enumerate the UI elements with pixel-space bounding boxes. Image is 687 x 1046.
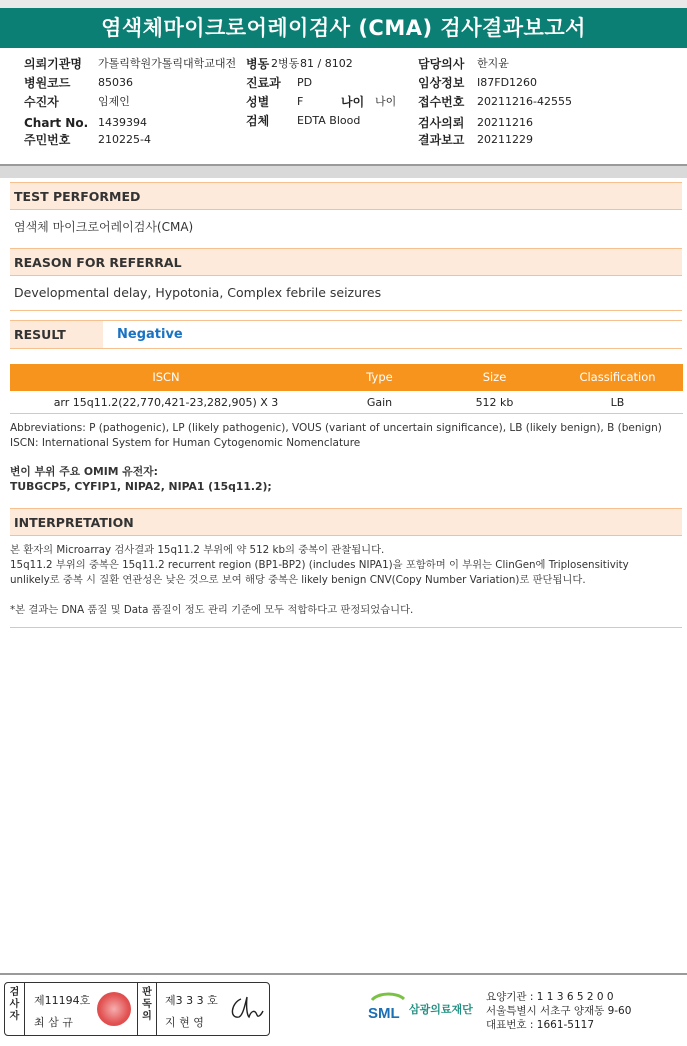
company-name: 삼광의료재단 (409, 1003, 473, 1016)
tester-value: 임제인 (98, 95, 130, 108)
receipt-label: 접수번호 (418, 95, 465, 109)
result-label: RESULT (10, 321, 103, 348)
sml-logo-icon (366, 990, 410, 1026)
abbreviations-line2: ISCN: International System for Human Cytogenomic Nomenclature (10, 437, 361, 449)
abbreviations-line1: Abbreviations: P (pathogenic), LP (likely pathogenic), VOUS (variant of uncertain significance), LB (likely benign), B (benign) (10, 422, 662, 434)
omim-genes: TUBGCP5, CYFIP1, NIPA2, NIPA1 (15q11.2); (10, 480, 272, 493)
dept-value: PD (297, 76, 313, 89)
age-label: 나이 (341, 95, 365, 109)
result-value: Negative (117, 327, 183, 342)
col-type: Type (366, 370, 393, 384)
request-value: 20211216 (477, 116, 533, 129)
tester-license: 제11194호 (34, 994, 91, 1007)
institution-value: 가톨릭학원가톨릭대학교대전 (98, 57, 237, 70)
approver-name: 지 현 영 (165, 1016, 204, 1029)
result-box (10, 320, 682, 349)
clinical-value: I87FD1260 (477, 76, 538, 89)
test-performed-value: 염색체 마이크로어레이검사(CMA) (14, 220, 194, 234)
resident-label: 주민번호 (24, 133, 71, 147)
cell-classification: LB (610, 396, 625, 409)
request-label: 검사의뢰 (418, 116, 465, 130)
doctor-value: 한지윤 (477, 57, 509, 70)
interpretation-line2: 15q11.2 부위의 중복은 15q11.2 recurrent region (BP1-BP2) (includes NIPA1)을 포함하며 이 부위는 ClinGen에 Triplosensitivity (10, 559, 629, 571)
approver-license: 제3 3 3 호 (165, 994, 218, 1007)
chart-label: Chart No. (24, 116, 89, 130)
signature-icon (227, 993, 265, 1023)
doctor-label: 담당의사 (418, 57, 465, 71)
patient-header (0, 48, 687, 166)
result-table-header (10, 364, 683, 391)
ward-room: 81 / 8102 (300, 57, 353, 70)
hospital-code-value: 85036 (98, 76, 133, 89)
ward-value: 2병동 (271, 57, 300, 70)
hospital-code-label: 병원코드 (24, 76, 71, 90)
col-iscn: ISCN (152, 370, 180, 384)
svg-text:SML: SML (368, 1005, 400, 1022)
interpretation-divider (10, 627, 682, 628)
dept-label: 진료과 (246, 76, 281, 90)
ward-label: 병동 (246, 57, 270, 71)
omim-heading: 변이 부위 주요 OMIM 유전자: (10, 465, 158, 478)
specimen-label: 검체 (246, 114, 270, 128)
interpretation-line1: 본 환자의 Microarray 검사결과 15q11.2 부위에 약 512 kb의 중복이 관찰됩니다. (10, 544, 385, 556)
sex-value: F (297, 95, 304, 108)
col-classification: Classification (579, 370, 656, 384)
institution-code: 요양기관 : 1 1 3 6 5 2 0 0 (486, 991, 614, 1003)
age-value: 나이 (375, 95, 397, 108)
interpretation-heading: INTERPRETATION (10, 508, 682, 536)
tester-label: 수진자 (24, 95, 59, 109)
approver-role-label: 판독의 (137, 983, 157, 1035)
receipt-value: 20211216-42555 (477, 95, 572, 108)
referral-heading: REASON FOR REFERRAL (10, 248, 682, 276)
test-performed-heading: TEST PERFORMED (10, 182, 682, 210)
interpretation-line3: unlikely로 중복 시 질환 연관성은 낮은 것으로 보여 해당 중복은 likely benign CNV(Copy Number Variation)로 판단됩니다. (10, 574, 586, 586)
referral-value: Developmental delay, Hypotonia, Complex febrile seizures (14, 285, 382, 300)
tester-seal (97, 992, 131, 1026)
cell-iscn: arr 15q11.2(22,770,421-23,282,905) X 3 (53, 396, 279, 409)
cell-size: 512 kb (475, 396, 514, 409)
company-phone: 대표번호 : 1661-5117 (486, 1019, 595, 1031)
report-label: 결과보고 (418, 133, 465, 147)
cell-type: Gain (366, 396, 393, 409)
report-title: 염색체마이크로어레이검사 (CMA) 검사결과보고서 (0, 8, 687, 48)
institution-label: 의뢰기관명 (24, 57, 82, 71)
top-strip (0, 0, 687, 8)
chart-value: 1439394 (98, 116, 147, 129)
footer-divider (0, 973, 687, 975)
quality-note: *본 결과는 DNA 품질 및 Data 품질이 정도 관리 기준에 모두 적합하다고 판정되었습니다. (10, 604, 414, 616)
table-row (10, 392, 683, 414)
specimen-value: EDTA Blood (297, 114, 361, 127)
clinical-label: 임상정보 (418, 76, 465, 90)
sex-label: 성별 (246, 95, 270, 109)
tester-name: 최 삼 규 (34, 1016, 73, 1029)
company-address: 서울특별시 서초구 양재동 9-60 (486, 1005, 632, 1017)
col-size: Size (482, 370, 507, 384)
tester-role-label: 검사자 (5, 983, 25, 1035)
resident-value: 210225-4 (98, 133, 151, 146)
divider-band (0, 166, 687, 178)
report-value: 20211229 (477, 133, 533, 146)
referral-divider (10, 310, 682, 311)
signature-box (4, 982, 270, 1036)
